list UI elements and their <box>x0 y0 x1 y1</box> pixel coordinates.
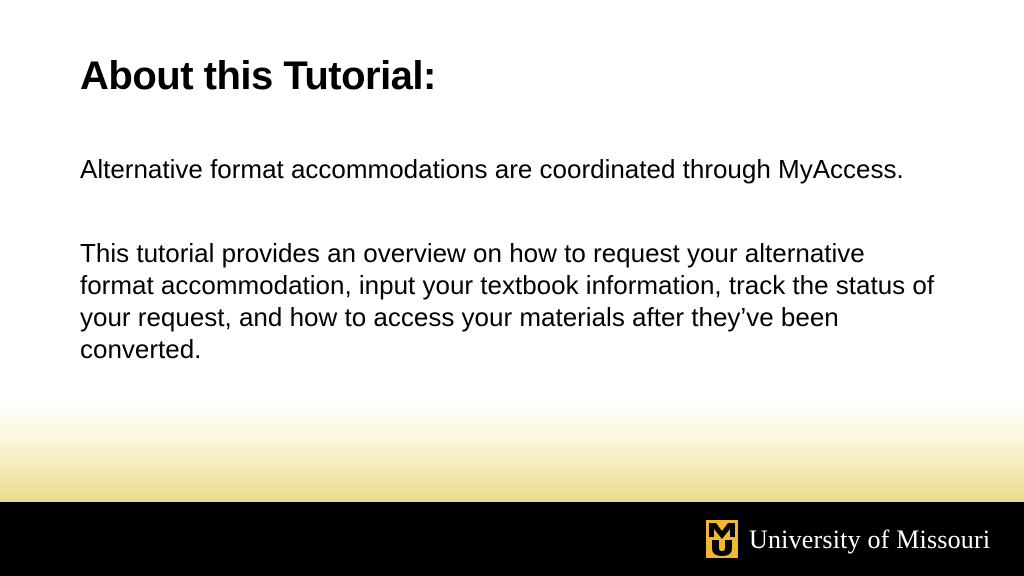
gold-gradient-band <box>0 398 1024 502</box>
paragraph-intro: Alternative format accommodations are coordinated through MyAccess. <box>80 154 904 184</box>
slide-title: About this Tutorial: <box>80 54 436 98</box>
university-name: University of Missouri <box>749 525 991 554</box>
mizzou-mu-shield-icon <box>706 520 738 558</box>
slide-body <box>80 153 940 365</box>
footer-bar <box>0 502 1024 576</box>
paragraph-overview: This tutorial provides an overview on how to request your alternative format accommodation, input your textbook information, track the status of your request, and how to access your materials after they’ve been converted. <box>80 238 935 364</box>
